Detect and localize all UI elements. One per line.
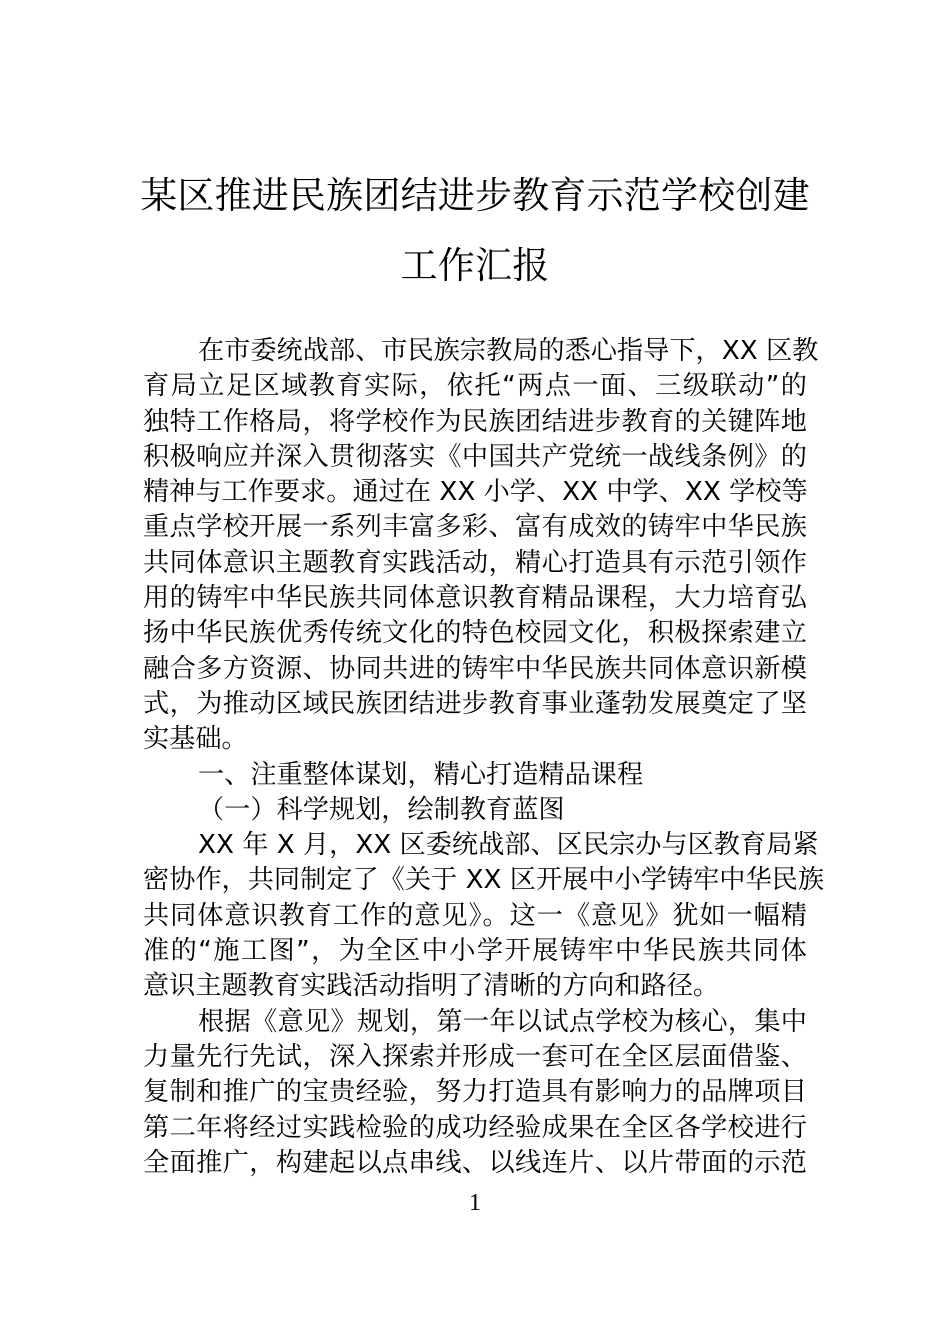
text-line: 第二年将经过实践检验的成功经验成果在全区各学校进行 [143, 1112, 807, 1143]
text-line: 式，为推动区域民族团结进步教育事业蓬勃发展奠定了坚 [143, 688, 807, 719]
text-line: 根据《意见》规划，第一年以试点学校为核心，集中 [198, 1006, 807, 1037]
text-line: 密协作，共同制定了《关于 XX 区开展中小学铸牢中华民族 [143, 865, 825, 896]
heading-text: 一、注重整体谋划，精心打造精品课程 [198, 759, 644, 790]
paragraph-intro [143, 334, 819, 758]
text-line: 独特工作格局，将学校作为民族团结进步教育的关键阵地 [143, 406, 807, 437]
heading-text: （一）科学规划，绘制教育蓝图 [198, 794, 565, 825]
text-line: 意识主题教育实践活动指明了清晰的方向和路径。 [143, 971, 720, 1002]
text-line: XX 年 X 月，XX 区委统战部、区民宗办与区教育局紧 [198, 830, 819, 861]
subsection-heading-1-1 [143, 793, 807, 828]
text-line: 积极响应并深入贯彻落实《中国共产党统一战线条例》的 [143, 441, 807, 472]
paragraph-plan [143, 828, 825, 1004]
document-body [143, 334, 825, 1181]
document-title-line-2: 工作汇报 [400, 244, 550, 287]
text-line: 共同体意识主题教育实践活动，精心打造具有示范引领作 [143, 547, 807, 578]
text-line: 融合多方资源、协同共进的铸牢中华民族共同体意识新模 [143, 653, 807, 684]
page-number: 1 [469, 1190, 481, 1216]
text-line: 准的“施工图”，为全区中小学开展铸牢中华民族共同体 [143, 936, 807, 967]
text-line: 重点学校开展一系列丰富多彩、富有成效的铸牢中华民族 [143, 512, 807, 543]
text-line: 复制和推广的宝贵经验，努力打造具有影响力的品牌项目 [143, 1077, 807, 1108]
text-line: 全面推广，构建起以点串线、以线连片、以片带面的示范 [143, 1147, 807, 1178]
paragraph-implementation [143, 1005, 807, 1181]
text-line: 在市委统战部、市民族宗教局的悉心指导下，XX 区教 [198, 336, 819, 366]
text-line: 育局立足区域教育实际，依托“两点一面、三级联动”的 [143, 371, 807, 402]
text-line: 共同体意识教育工作的意见》。这一《意见》犹如一幅精 [143, 900, 807, 931]
text-line: 精神与工作要求。通过在 XX 小学、XX 中学、XX 学校等 [143, 477, 808, 508]
text-line: 实基础。 [143, 724, 248, 755]
text-line: 用的铸牢中华民族共同体意识教育精品课程，大力培育弘 [143, 583, 807, 614]
text-line: 扬中华民族优秀传统文化的特色校园文化，积极探索建立 [143, 618, 807, 649]
text-line: 力量先行先试，深入探索并形成一套可在全区层面借鉴、 [143, 1041, 807, 1072]
section-heading-1 [143, 758, 807, 793]
document-title-line-1: 某区推进民族团结进步教育示范学校创建 [140, 174, 810, 217]
